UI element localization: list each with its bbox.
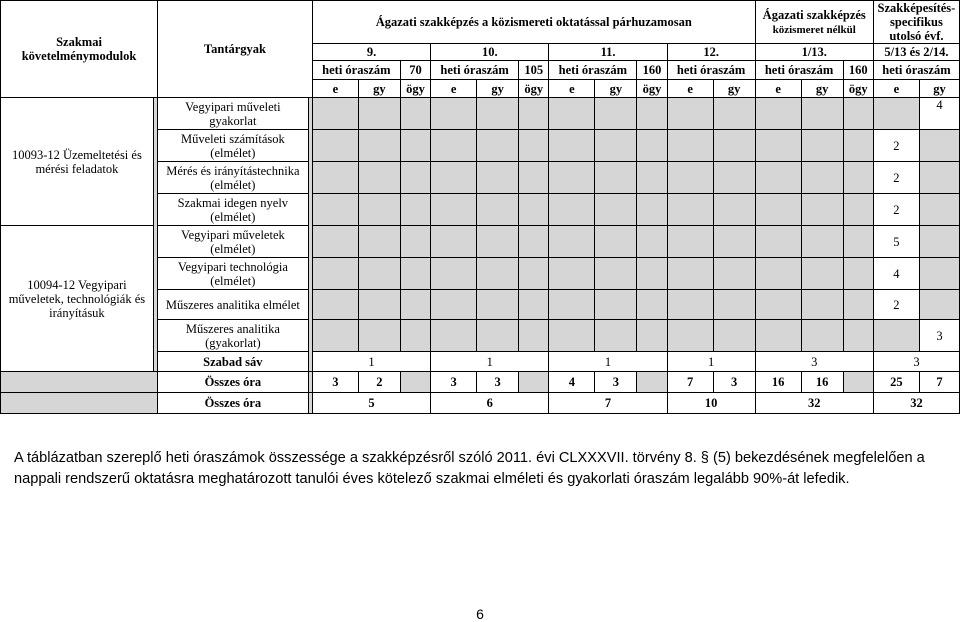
subject-name: Vegyipari műveletek (elmélet) — [158, 226, 309, 258]
subject-name: Vegyipari technológia (elmélet) — [158, 258, 309, 290]
total-value: 3 — [312, 372, 358, 393]
col-gy: gy — [919, 80, 959, 98]
col-ogy: ögy — [400, 80, 430, 98]
subject-name: Vegyipari műveleti gyakorlat — [158, 98, 309, 130]
total-value: 7 — [667, 372, 713, 393]
total-value: 7 — [549, 393, 667, 414]
szabad-sav-value: 1 — [549, 352, 667, 372]
module-10094: 10094-12 Vegyipari műveletek, technológiák és irányításuk — [1, 226, 154, 372]
total-value: 3 — [477, 372, 519, 393]
gyak-hours: 160 — [843, 61, 873, 80]
szabad-sav-value: 3 — [873, 352, 959, 372]
specifikus-header: Szakképesítés-specifikus utolsó évf. — [873, 1, 959, 44]
osszes-ora-label: Összes óra — [158, 393, 309, 414]
total-value: 6 — [431, 393, 549, 414]
subject-value: 2 — [873, 290, 919, 320]
subject-value: 5 — [873, 226, 919, 258]
total-value: 3 — [431, 372, 477, 393]
col-gy: gy — [358, 80, 400, 98]
col-gy: gy — [595, 80, 637, 98]
szabad-sav-value: 1 — [667, 352, 755, 372]
col-e: e — [312, 80, 358, 98]
subjects-header: Tantárgyak — [158, 1, 313, 98]
subject-name: Szakmai idegen nyelv (elmélet) — [158, 194, 309, 226]
year-1-13: 1/13. — [755, 44, 873, 61]
col-e: e — [431, 80, 477, 98]
subject-value: 4 — [873, 258, 919, 290]
subject-name: Mérés és irányítástechnika (elmélet) — [158, 162, 309, 194]
total-value: 16 — [801, 372, 843, 393]
total-value: 25 — [873, 372, 919, 393]
col-gy: gy — [477, 80, 519, 98]
subject-value: 2 — [873, 194, 919, 226]
szabad-sav-value: 1 — [431, 352, 549, 372]
year-10: 10. — [431, 44, 549, 61]
gyak-hours: 105 — [519, 61, 549, 80]
col-ogy: ögy — [843, 80, 873, 98]
total-value: 3 — [595, 372, 637, 393]
heti-oraszam: heti óraszám — [755, 61, 843, 80]
agazati-kozismeret-nelkul-header: Ágazati szakképzés közismeret nélkül — [755, 1, 873, 44]
total-value: 16 — [755, 372, 801, 393]
col-e: e — [667, 80, 713, 98]
agazati-kozismereti-header: Ágazati szakképzés a közismereti oktatással párhuzamosan — [312, 1, 755, 44]
gyak-hours: 70 — [400, 61, 430, 80]
szabad-sav-label: Szabad sáv — [158, 352, 309, 372]
subject-value: 4 — [919, 98, 959, 130]
col-ogy: ögy — [637, 80, 667, 98]
col-ogy: ögy — [519, 80, 549, 98]
col-gy: gy — [713, 80, 755, 98]
col-gy: gy — [801, 80, 843, 98]
subject-value: 2 — [873, 130, 919, 162]
heti-oraszam: heti óraszám — [431, 61, 519, 80]
subject-name: Műszeres analitika elmélet — [158, 290, 309, 320]
total-value: 4 — [549, 372, 595, 393]
total-value: 2 — [358, 372, 400, 393]
subject-value: 2 — [873, 162, 919, 194]
total-value: 10 — [667, 393, 755, 414]
szabad-sav-value: 3 — [755, 352, 873, 372]
col-e: e — [873, 80, 919, 98]
subject-value: 3 — [919, 320, 959, 352]
year-9: 9. — [312, 44, 430, 61]
gyak-hours: 160 — [637, 61, 667, 80]
subject-name: Műveleti számítások (elmélet) — [158, 130, 309, 162]
col-e: e — [549, 80, 595, 98]
heti-oraszam: heti óraszám — [312, 61, 400, 80]
page-number: 6 — [476, 606, 484, 622]
szabad-sav-value: 1 — [312, 352, 430, 372]
heti-oraszam: heti óraszám — [873, 61, 959, 80]
module-10093: 10093-12 Üzemeltetési és mérési feladatok — [1, 98, 154, 226]
heti-oraszam: heti óraszám — [549, 61, 637, 80]
total-value: 5 — [312, 393, 430, 414]
heti-oraszam: heti óraszám — [667, 61, 755, 80]
total-value: 32 — [873, 393, 959, 414]
osszes-ora-label: Összes óra — [158, 372, 309, 393]
modules-header: Szakmai követelménymodulok — [1, 1, 158, 98]
year-5-13: 5/13 és 2/14. — [873, 44, 959, 61]
total-value: 7 — [919, 372, 959, 393]
footnote-text: A táblázatban szereplő heti óraszámok összessége a szakképzésről szóló 2011. évi CLXXXVII. törvény 8. § (5) bekezdésének megfelelően a nappali rendszerű oktatásra meghatározott tanulói éves kötelező szakmai elméleti és gyakorlati óraszám legalább 90%-át lefedik. — [14, 450, 925, 487]
year-11: 11. — [549, 44, 667, 61]
total-value: 32 — [755, 393, 873, 414]
total-value: 3 — [713, 372, 755, 393]
year-12: 12. — [667, 44, 755, 61]
col-e: e — [755, 80, 801, 98]
subject-name: Műszeres analitika (gyakorlat) — [158, 320, 309, 352]
